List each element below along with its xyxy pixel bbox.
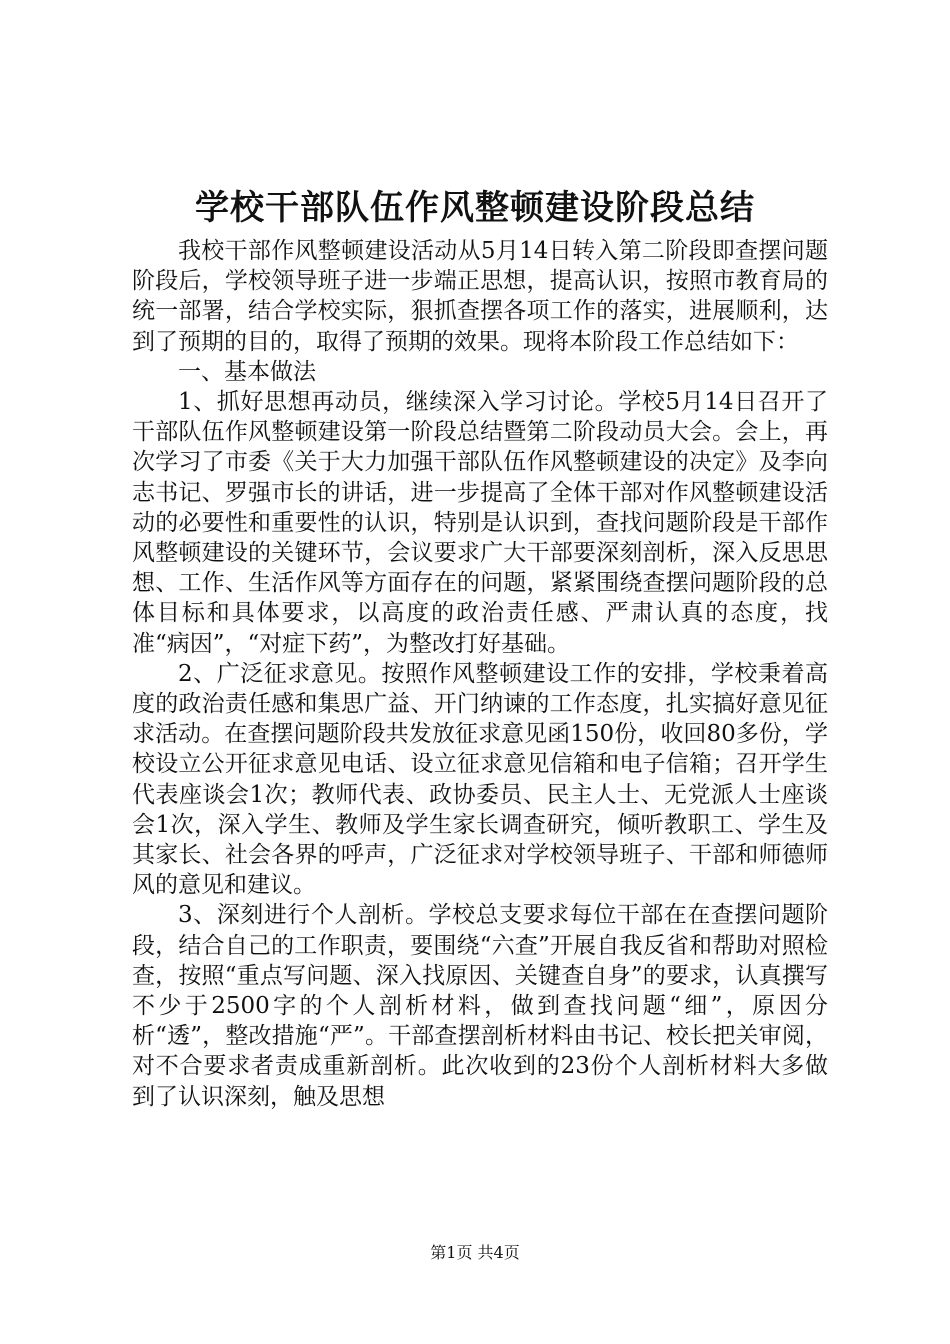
page-number-footer: 第1页 共4页 <box>430 1243 520 1262</box>
document-body <box>132 236 828 1112</box>
paragraph-item-2: 2、广泛征求意见。按照作风整顿建设工作的安排，学校秉着高度的政治责任感和集思广益、开门纳谏的工作态度，扎实搞好意见征求活动。在查摆问题阶段共发放征求意见函150份，收回80多份，学校设立公开征求意见电话、设立征求意见信箱和电子信箱；召开学生代表座谈会1次；教师代表、政协委员、民主人士、无党派人士座谈会1次，深入学生、教师及学生家长调查研究，倾听教职工、学生及其家长、社会各界的呼声，广泛征求对学校领导班子、干部和师德师风的意见和建议。 <box>132 660 828 899</box>
section-heading-basic-methods: 一、基本做法 <box>178 358 316 385</box>
paragraph-item-1: 1、抓好思想再动员，继续深入学习讨论。学校5月14日召开了干部队伍作风整顿建设第一阶段总结暨第二阶段动员大会。会上，再次学习了市委《关于大力加强干部队伍作风整顿建设的决定》及李向志书记、罗强市长的讲话，进一步提高了全体干部对作风整顿建设活动的必要性和重要性的认识，特别是认识到，查找问题阶段是干部作风整顿建设的关键环节，会议要求广大干部要深刻剖析，深入反思思想、工作、生活作风等方面存在的问题，紧紧围绕查摆问题阶段的总体目标和具体要求，以高度的政治责任感、严肃认真的态度，找准“病因”，“对症下药”，为整改打好基础。 <box>132 389 828 657</box>
document-title: 学校干部队伍作风整顿建设阶段总结 <box>195 188 755 228</box>
paragraph-item-3: 3、深刻进行个人剖析。学校总支要求每位干部在在查摆问题阶段，结合自己的工作职责，要围绕“六查”开展自我反省和帮助对照检查，按照“重点写问题、深入找原因、关键查自身”的要求，认真撰写不少于2500字的个人剖析材料，做到查找问题“细”，原因分析“透”，整改措施“严”。干部查摆剖析材料由书记、校长把关审阅，对不合要求者责成重新剖析。此次收到的23份个人剖析材料大多做到了认识深刻，触及思想 <box>132 902 828 1110</box>
paragraph-intro: 我校干部作风整顿建设活动从5月14日转入第二阶段即查摆问题阶段后，学校领导班子进一步端正思想，提高认识，按照市教育局的统一部署，结合学校实际，狠抓查摆各项工作的落实，进展顺利，达到了预期的目的，取得了预期的效果。现将本阶段工作总结如下： <box>132 238 828 355</box>
